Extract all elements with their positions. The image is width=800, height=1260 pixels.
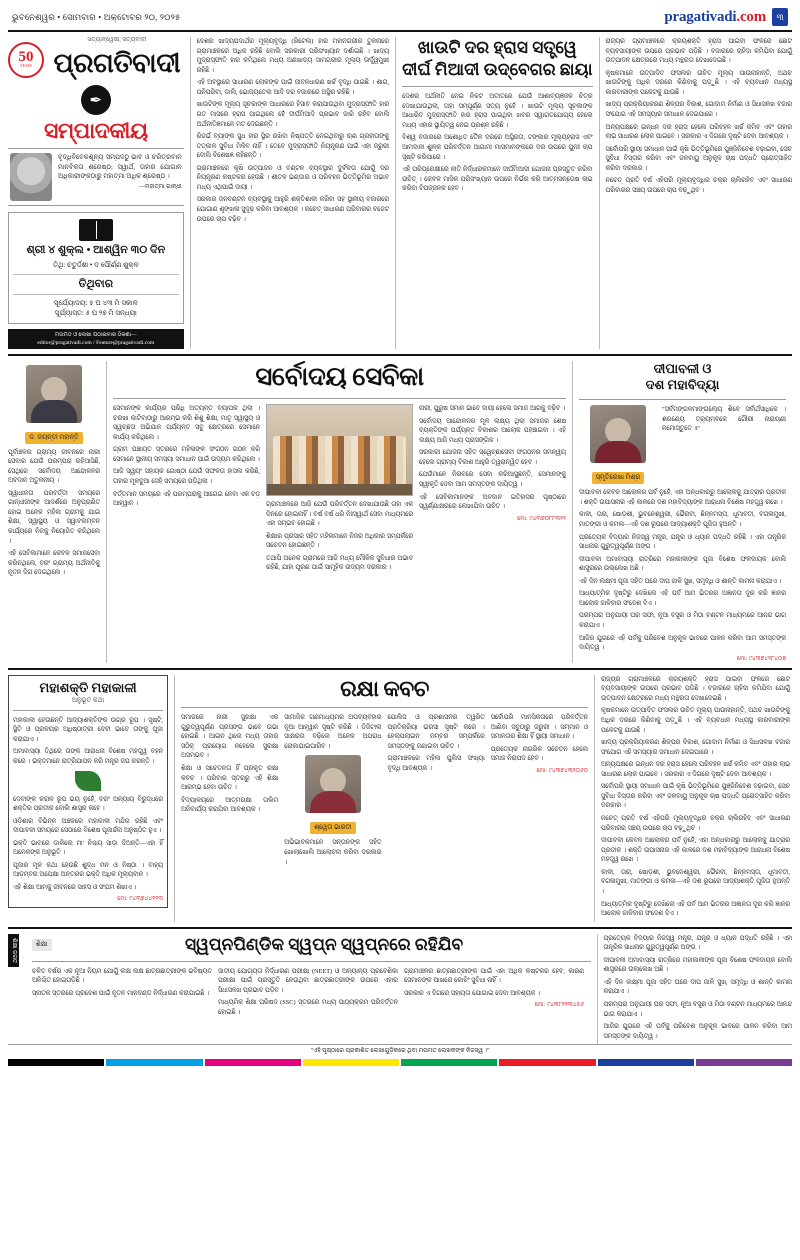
dipavali-article — [572, 361, 786, 663]
feature-col-3-wrap — [266, 404, 413, 576]
mail-bar-line-1: ମତାମତ ଓ ଲେଖା ପଠାଇବାର ଠିକଣା— — [55, 331, 137, 338]
calendar-box — [8, 212, 184, 324]
bottom-feature-contact: ମୋ: ୯୪୩୮୧୨୩୪୫୬ — [534, 1002, 584, 1009]
author-portrait-3 — [305, 755, 361, 813]
footer-disclaimer: "ଏହି ପୃଷ୍ଠାରେ ପ୍ରକାଶିତ ଲେଖାଗୁଡ଼ିକରେ ଥିବା ମତାମତ ଲେଖକଙ୍କ ନିଜସ୍ୱ ।" — [8, 1044, 792, 1057]
raksha-col-2-wrap — [284, 713, 381, 870]
anniversary-logo: 50 YEARS — [8, 42, 44, 78]
lead-editorial-left-text: ଦେଶର ଖାଦ୍ୟପଦାର୍ଥର ମୂଲ୍ୟବୃଦ୍ଧି (ରିଟେଲ) ହାର ମହାନଗରୀର ତୁଳନାରେ ଗ୍ରାମାଞ୍ଚଳରେ ଅଧିକ ରହିଛି ବୋଲି ସରକାରୀ ପରିସଂଖ୍ୟାନ ଦର୍ଶାଇଛି । ଖାଦ୍ୟ ମୁଦ୍ରାସ୍ଫୀତି ହାର କମିଥିଲେ ମଧ୍ୟ ଅଣଖାଦ୍ୟ ସାମଗ୍ରୀର ମୂଲ୍ୟ ଊର୍ଦ୍ଧ୍ୱମୁଖୀ ରହିଛି । ଏହି ଅବସ୍ଥାରେ ସାଧାରଣ ଲୋକଙ୍କ ପାଇଁ ଜୀବନଧାରଣ ଖର୍ଚ୍ଚ ବୃଦ୍ଧି ପାଇଛି । ଶାଗ, ପନିପରିବା, ଡାଲି, ଭୋଜ୍ୟତେଲ ଆଦି ଦର ବଜାରରେ ଅସ୍ଥିର ରହିଛି । ଖାଉଟିଙ୍କ ମୂଲ୍ୟ ସୂଚକାଙ୍କ ଆଧାରରେ ହିସାବ କରାଯାଉଥିବା ମୁଦ୍ରାସ୍ଫୀତି ହାର ଗତ ମାସରେ ହ୍ରାସ ପାଇଥିଲେ ହେଁ ଦୀର୍ଘମିଆଦି ପ୍ରଭାବ ଜାରି ରହିବ ବୋଲି ଅର୍ଥନୀତିଜ୍ଞମାନେ ମତ ଦେଇଛନ୍ତି । ରିଜର୍ଭ ବ୍ୟାଙ୍କ ସୁଧ ହାର ସ୍ଥିର ରଖିବା ନିଷ୍ପତ୍ତି ନେଇଥିବାରୁ ଋଣ ଗ୍ରହୀତାଙ୍କୁ ତତ୍କାଳ ସୁବିଧା ମିଳିବ ନାହିଁ । ତେବେ ମୁଦ୍ରାସ୍ଫୀତି ନିୟନ୍ତ୍ରଣ ପାଇଁ ଏହା ଜରୁରୀ ବୋଲି ବିଶେଷଜ୍ଞ କହିଛନ୍ତି । ଗ୍ରାମାଞ୍ଚଳରେ କୃଷି ଉତ୍ପାଦନ ଓ ବଣ୍ଟନ ବ୍ୟବସ୍ଥାର ଦୁର୍ବଳତା ଯୋଗୁଁ ଦର ନିୟନ୍ତ୍ରଣ କଷ୍ଟକର ହେଉଛି । ଶୀତଳ ଭଣ୍ଡାର ଓ ପରିବହନ ଭିତ୍ତିଭୂମିର ଅଭାବ ମଧ୍ୟ ଏଥିପାଇଁ ଦାୟୀ । ସରକାର ଜନବଣ୍ଟନ ବ୍ୟବସ୍ଥାକୁ ଆହୁରି ଶକ୍ତିଶାଳୀ କରିବା ସହ ସ୍ଥାନୀୟ ବଜାରରେ ଯୋଗାଣ ଶୃଙ୍ଖଳା ସୁଦୃଢ଼ କରିବା ଆବଶ୍ୟକ । ନଚେତ୍ ସାଧାରଣ ପରିବାରର ବଜେଟ ଉପରେ ଚାପ ବଢ଼ିବ । — [196, 38, 390, 223]
raksha-col-1: ସମାଜରେ ନାରୀ ସୁରକ୍ଷା ଏକ ଗୁରୁତ୍ୱପୂର୍ଣ୍ଣ ପ୍ରସଙ୍ଗ ଭାବେ ଉଭା ହୋଇଛି । ଆଇନ ଥିଲେ ମଧ୍ୟ ତାହାର ସଠିକ୍ ପ୍ରୟୋଗ ନହେଲେ ସୁରକ୍ଷା ଅସମ୍ଭବ । ଶିକ୍ଷା ଓ ସଚେତନତା ହିଁ ପ୍ରକୃତ ରକ୍ଷା କବଚ । ପରିବାର ସ୍ତରରୁ ଏହି ଶିକ୍ଷା ଆରମ୍ଭ ହେବା ଉଚିତ । ବିଦ୍ୟାଳୟରେ ଆତ୍ମରକ୍ଷା ତାଲିମ ଅନିବାର୍ଯ୍ୟ କରାଯିବା ଆବଶ୍ୟକ । — [181, 714, 279, 814]
page-number-badge: ୩ — [772, 8, 788, 26]
lower-right-column — [594, 675, 790, 922]
education-vertical-tag: ଶିକ୍ଷା ଜଗତ — [8, 934, 19, 967]
sarvodaya-group-photo — [266, 404, 413, 496]
feature-contact: ମୋ: ୯୪୩୭୦୮୮୩୨୨ — [517, 515, 566, 522]
bottom-feature — [8, 934, 792, 1045]
author-portrait-1 — [26, 365, 82, 423]
bottom-right-text: ପ୍ରତ୍ୟେକ ବିଦ୍ୟାର ନିଜସ୍ୱ ମନ୍ତ୍ର, ଯନ୍ତ୍ର ଓ ଧ୍ୟାନ ପଦ୍ଧତି ରହିଛି । ଏହା ତାନ୍ତ୍ରିକ ସାଧନାର ଗୁରୁତ୍ୱପୂର୍ଣ୍ଣ ଅଙ୍ଗ । ଦୀପାବଳୀ ଅମାବାସ୍ୟା ରାତ୍ରିରେ ମହାକାଳୀଙ୍କ ପୂଜା ବିଶେଷ ଫଳଦାୟକ ବୋଲି ଶାସ୍ତ୍ରରେ ଉଲ୍ଲେଖ ଅଛି । ଏହି ଦିନ ଲକ୍ଷ୍ମୀ ପୂଜା ସହିତ ଘରେ ଦୀପ ଜାଳି ସୁଖ, ସମୃଦ୍ଧି ଓ ଶାନ୍ତି କାମନା କରାଯାଏ । ପରମ୍ପରା ଅନୁଯାୟୀ ଘର ସଫା, ନୂଆ ବସ୍ତ୍ର ଓ ମିଠା ବଣ୍ଟନ ମାଧ୍ୟମରେ ଆନନ୍ଦ ଭାଗ କରାଯାଏ । ଆଜିର ଯୁଗରେ ଏହି ପର୍ବକୁ ପରିବେଶ ଅନୁକୂଳ ଭାବରେ ପାଳନ କରିବା ଆମ ସମସ୍ତଙ୍କ ଦାୟିତ୍ୱ । — [603, 934, 792, 1040]
color-registration-bar — [8, 1057, 792, 1066]
website-url[interactable]: pragativadi.com — [664, 8, 766, 25]
issue-date: ଭୁବନେଶ୍ୱର • ସୋମବାର • ଅକ୍ଟୋବର ୨୦, ୨୦୨୫ — [12, 11, 181, 22]
lead-headline: ଖାଉଟି ଦର ହ୍ରାସ ସତ୍ତ୍ୱେ ଦୀର୍ଘ ମିଆଦୀ ଉଦ୍‌ବେଗର ଛାୟା — [402, 38, 593, 80]
top-bar-left — [12, 12, 181, 23]
feature-col-4: ନାରୀ, ପୁରୁଷ ସମାନ ଭାବେ ଦାୟୀ ହେଲେ ସମାଜ ଆଗକୁ ବଢ଼ିବ । ସର୍ବୋଦୟ ଆନ୍ଦୋଳନର ମୂଳ ଲକ୍ଷ୍ୟ ଥିଲା ସମାଜର ଶେଷ ବ୍ୟକ୍ତିଙ୍କ ପର୍ଯ୍ୟନ୍ତ ବିକାଶର ଆଲୋକ ପହଞ୍ଚାଇବା । ଏହି ଲକ୍ଷ୍ୟ ଆଜି ମଧ୍ୟ ପ୍ରାସଙ୍ଗିକ । ସରକାରୀ ଯୋଜନା ସହିତ ସ୍ୱେଚ୍ଛାସେବୀ ସଂଗଠନର ସମନ୍ୱୟ ହେଲେ ଗ୍ରାମ୍ୟ ବିକାଶ ଆହୁରି ତ୍ୱରାନ୍ୱିତ ହେବ । ଯେଉଁମାନେ ନିରବରେ ସେବା କରିଆସୁଛନ୍ତି, ସେମାନଙ୍କୁ ସ୍ୱୀକୃତି ଦେବା ଆମ ସମସ୍ତଙ୍କ ଦାୟିତ୍ୱ । ଏହି ସେବିକାମାନଙ୍କ ଅବଦାନ ଇତିହାସର ପୃଷ୍ଠାରେ ସ୍ୱର୍ଣ୍ଣାକ୍ଷରରେ ଲେଖାଯିବା ଉଚିତ । ମୋ: ୯୪୩୭୦୮୮୩୨୨ — [419, 404, 566, 576]
quote-attribution: —ମହାତ୍ମା ଗାନ୍ଧୀ — [139, 183, 182, 190]
right-editorial-text: ରାଜ୍ୟର ଗ୍ରାମାଞ୍ଚଳରେ କ୍ରୟଶକ୍ତି ହ୍ରାସ ପାଇବା ଫଳରେ ଛୋଟ ବ୍ୟବସାୟୀଙ୍କ ଉପରେ ପ୍ରଭାବ ପଡ଼ିଛି । ବଜାରରେ ଚାହିଦା କମିଯିବା ଯୋଗୁଁ ଉତ୍ପାଦନ କ୍ଷେତ୍ରରେ ମଧ୍ୟ ମନ୍ଥରତା ଦେଖାଦେଇଛି । କୃଷକମାନେ ଉତ୍ପାଦିତ ଫସଲର ଉଚିତ ମୂଲ୍ୟ ପାଉନାହାନ୍ତି, ଅଥଚ ଖାଉଟିଙ୍କୁ ଅଧିକ ଦରରେ କିଣିବାକୁ ପଡ଼ୁଛି । ଏହି ବ୍ୟବଧାନ ମଧ୍ୟସ୍ଥ କାରବାରୀଙ୍କ ପକେଟକୁ ଯାଉଛି । ଖାଦ୍ୟ ପ୍ରକ୍ରିୟାକରଣ ଶିଳ୍ପର ବିକାଶ, ଗୋଦାମ ନିର୍ମାଣ ଓ ସିଧାସଳଖ ବଜାର ସଂଯୋଗ ଏହି ସମସ୍ୟାର ସମାଧାନ ଦେଇପାରେ । ଅନ୍ୟପକ୍ଷରେ ଇନ୍ଧନ ଦର ହ୍ରାସ ହେଲେ ପରିବହନ ଖର୍ଚ୍ଚ କମିବ ଏବଂ ତାହାର ଲାଭ ସାଧାରଣ ଲୋକ ପାଇବେ । ସରକାର ଏ ଦିଗରେ ଦୃଷ୍ଟି ଦେବା ଆବଶ୍ୟକ । ସର୍ବୋପରି ସ୍ଥାୟୀ ସମାଧାନ ପାଇଁ କୃଷି ଭିତ୍ତିଭୂମିରେ ପୁଞ୍ଜିନିବେଶ ବଢ଼ାଇବା, ସେଚ ସୁବିଧା ବିସ୍ତାର କରିବା ଏବଂ ଜଳବାୟୁ ଅନୁକୂଳ ଚାଷ ପଦ୍ଧତି ପ୍ରୋତ୍ସାହିତ କରିବା ଦରକାର । ନଚେତ୍ ପ୍ରତି ବର୍ଷ ଏହିପରି ମୂଲ୍ୟବୃଦ୍ଧିର ଚକ୍ର ଚାଲିରହିବ ଏବଂ ସାଧାରଣ ପରିବାରର ସଞ୍ଚୟ ଉପରେ ଚାପ ବଢ଼ୁଥିବ । — [605, 38, 792, 194]
raksha-kabacha-article — [174, 675, 588, 922]
bottom-feature-title: ସ୍ୱପ୍ନପିଣ୍ଡିକ ସ୍ୱପ୍ନ ସ୍ୱପ୍ନରେ ରହିଯିବ — [184, 934, 464, 954]
quote-block — [8, 148, 184, 206]
submission-mail-bar — [8, 329, 184, 349]
calendar-sunrise: ସୂର୍ଯ୍ୟୋଦୟ: ୫ ଘ ୪୩ ମି ସକାଳ — [53, 298, 138, 307]
bottom-col-1: ଚଳିତ ବର୍ଷର ଏକ ନୂଆ ନିୟମ ଯୋଗୁଁ ଲକ୍ଷ ଲକ୍ଷ ଛାତ୍ରଛାତ୍ରୀଙ୍କ ଭବିଷ୍ୟତ ଅନିଶ୍ଚିତ ହୋଇପଡ଼ିଛି । ସ୍ନାତକ ସ୍ତରରେ ପ୍ରବେଶ ପାଇଁ ନୂତନ ମାନଦଣ୍ଡ ନିର୍ଦ୍ଧାରଣ କରାଯାଇଛି । — [31, 967, 212, 997]
top-bar — [8, 6, 792, 32]
mail-bar-line-2[interactable]: editor@pragativadi.com / Feature@pragativadi.com — [37, 339, 155, 346]
feature-band — [8, 361, 792, 663]
education-tag: ଶିକ୍ଷା — [32, 939, 52, 951]
raksha-col-3: ପୋଲିସ ଓ ପ୍ରଶାସନର ତ୍ୱରିତ ପ୍ରତିକ୍ରିୟା ଭରସା ସୃଷ୍ଟି କରେ । ହେଲ୍ପଲାଇନ ନମ୍ବର ସମ୍ପର୍କରେ ସମସ୍ତଙ୍କୁ ଜଣାଇବା ଉଚିତ । ଗ୍ରାମାଞ୍ଚଳରେ ମହିଳା ପୁଲିସ ସଂଖ୍ୟା ବୃଦ୍ଧି ଆବଶ୍ୟକ । — [387, 714, 485, 773]
mahakali-body: ମହାକାଳୀ ହେଉଛନ୍ତି ଆଦ୍ୟାଶକ୍ତିଙ୍କ ଉଗ୍ର ରୂପ । ସୃଷ୍ଟି, ସ୍ଥିତି ଓ ପ୍ରଳୟର ଅଧିଷ୍ଠାତ୍ରୀ ଦେବୀ ଭାବେ ତାଙ୍କୁ ପୂଜା କରାଯାଏ । ଅମାବାସ୍ୟା ତିଥିରେ ତାଙ୍କ ଆରାଧନା ବିଶେଷ ମହତ୍ତ୍ୱ ବହନ କରେ । ଭକ୍ତମାନେ ରାତ୍ରିଯାପନ କରି ମନ୍ତ୍ର ଜପ କରନ୍ତି । ଦେବୀଙ୍କ କରାଳ ରୂପ ଭୟ ନୁହେଁ, ବରଂ ଅନ୍ୟାୟ ବିରୁଦ୍ଧରେ ଶକ୍ତିର ପ୍ରତୀକ ବୋଲି ଶାସ୍ତ୍ର କହେ । ଓଡ଼ିଶାର ବିଭିନ୍ନ ଅଞ୍ଚଳରେ ମହାକାଳୀ ମନ୍ଦିର ରହିଛି ଏବଂ ଦୀପାବଳୀ ସମୟରେ ସେଠାରେ ବିଶେଷ ପୂଜାର୍ଚ୍ଚନା ଅନୁଷ୍ଠିତ ହୁଏ । ଭକ୍ତି ଭାବରେ ଡାକିଲେ ମା' ନିଶ୍ଚୟ ସାଡ଼ା ଦିଅନ୍ତି—ଏହା ହିଁ ଅନେକଙ୍କ ଅନୁଭୂତି । ପୂଜାର ମୂଳ କଥା ହେଉଛି ଶୁଦ୍ଧ ମନ ଓ ନିଷ୍ଠା । ବାହ୍ୟ ଆଡ଼ମ୍ବର ଅପେକ୍ଷା ଅନ୍ତରର ଭକ୍ତି ଅଧିକ ମୂଲ୍ୟବାନ । ଏହି ଶିକ୍ଷା ଆମକୁ ଜୀବନରେ ସାହସ ଓ ସଂଯମ ଶିଖାଏ । — [13, 716, 163, 892]
mahakali-article — [8, 675, 168, 922]
raksha-col-2b: ଅଭିଭାବକମାନେ ସନ୍ତାନଙ୍କ ସହିତ ଖୋଲାଖୋଲି ଆଲୋଚନା କରିବା ଦରକାର । — [284, 839, 382, 866]
gandhi-portrait — [10, 153, 52, 201]
lower-right-text: ରାଜ୍ୟର ଗ୍ରାମାଞ୍ଚଳରେ କ୍ରୟଶକ୍ତି ହ୍ରାସ ପାଇବା ଫଳରେ ଛୋଟ ବ୍ୟବସାୟୀଙ୍କ ଉପରେ ପ୍ରଭାବ ପଡ଼ିଛି । ବଜାରରେ ଚାହିଦା କମିଯିବା ଯୋଗୁଁ ଉତ୍ପାଦନ କ୍ଷେତ୍ରରେ ମଧ୍ୟ ମନ୍ଥରତା ଦେଖାଦେଇଛି । କୃଷକମାନେ ଉତ୍ପାଦିତ ଫସଲର ଉଚିତ ମୂଲ୍ୟ ପାଉନାହାନ୍ତି, ଅଥଚ ଖାଉଟିଙ୍କୁ ଅଧିକ ଦରରେ କିଣିବାକୁ ପଡ଼ୁଛି । ଏହି ବ୍ୟବଧାନ ମଧ୍ୟସ୍ଥ କାରବାରୀଙ୍କ ପକେଟକୁ ଯାଉଛି । ଖାଦ୍ୟ ପ୍ରକ୍ରିୟାକରଣ ଶିଳ୍ପର ବିକାଶ, ଗୋଦାମ ନିର୍ମାଣ ଓ ସିଧାସଳଖ ବଜାର ସଂଯୋଗ ଏହି ସମସ୍ୟାର ସମାଧାନ ଦେଇପାରେ । ଅନ୍ୟପକ୍ଷରେ ଇନ୍ଧନ ଦର ହ୍ରାସ ହେଲେ ପରିବହନ ଖର୍ଚ୍ଚ କମିବ ଏବଂ ତାହାର ଲାଭ ସାଧାରଣ ଲୋକ ପାଇବେ । ସରକାର ଏ ଦିଗରେ ଦୃଷ୍ଟି ଦେବା ଆବଶ୍ୟକ । ସର୍ବୋପରି ସ୍ଥାୟୀ ସମାଧାନ ପାଇଁ କୃଷି ଭିତ୍ତିଭୂମିରେ ପୁଞ୍ଜିନିବେଶ ବଢ଼ାଇବା, ସେଚ ସୁବିଧା ବିସ୍ତାର କରିବା ଏବଂ ଜଳବାୟୁ ଅନୁକୂଳ ଚାଷ ପଦ୍ଧତି ପ୍ରୋତ୍ସାହିତ କରିବା ଦରକାର । ନଚେତ୍ ପ୍ରତି ବର୍ଷ ଏହିପରି ମୂଲ୍ୟବୃଦ୍ଧିର ଚକ୍ର ଚାଲିରହିବ ଏବଂ ସାଧାରଣ ପରିବାରର ସଞ୍ଚୟ ଉପରେ ଚାପ ବଢ଼ୁଥିବ । ଦୀପାବଳୀ କେବଳ ଆଲୋକର ପର୍ବ ନୁହେଁ, ଏହା ଅନ୍ଧକାରରୁ ଆଲୋକକୁ ଯାତ୍ରାର ପ୍ରତୀକ । ଶକ୍ତି ଉପାସନାର ଏହି କାଳରେ ଦଶ ମହାବିଦ୍ୟାଙ୍କ ଆରାଧନା ବିଶେଷ ମହତ୍ତ୍ୱ ରଖେ । କାଳୀ, ତାରା, ଷୋଡ଼ଶୀ, ଭୁବନେଶ୍ୱରୀ, ଭୈରବୀ, ଛିନ୍ନମସ୍ତା, ଧୂମାବତୀ, ବଗଳାମୁଖୀ, ମାତଙ୍ଗୀ ଓ କମଳା—ଏହି ଦଶ ରୂପରେ ଆଦ୍ୟାଶକ୍ତି ପୂଜିତା ହୁଅନ୍ତି । ଆଧ୍ୟାତ୍ମିକ ଦୃଷ୍ଟିରୁ ଦେଖିଲେ ଏହି ପର୍ବ ଆମ ଭିତରର ଅଜ୍ଞାନତା ଦୂର କରି ଜ୍ଞାନର ଆଲୋକ ଜାଳିବାର ସଂଦେଶ ଦିଏ । — [601, 675, 790, 918]
raksha-author-name: ଶ୍ୱେତା ଭାରତୀ — [310, 822, 355, 834]
page-columns — [8, 37, 792, 349]
feature-col-3: ଗ୍ରାମାଞ୍ଚଳରେ ଆଜି ଯେଉଁ ପରିବର୍ତ୍ତନ ଦେଖାଯାଉଛି ତାହା ଏକ ଦିନରେ ହୋଇନାହିଁ । ବର୍ଷ ବର୍ଷ ଧରି ନିଃସ୍ୱାର୍ଥ ସେବା ମାଧ୍ୟମରେ ଏହା ସମ୍ଭବ ହୋଇଛି । ଶିକ୍ଷାର ପ୍ରସାର ସହିତ ମହିଳାମାନେ ନିଜର ଅଧିକାର ସମ୍ପର୍କରେ ସଚେତନ ହୋଇଛନ୍ତି । ତଥାପି ଅନେକ ଗ୍ରାମରେ ଆଜି ମଧ୍ୟ ମୌଳିକ ସୁବିଧାର ଅଭାବ ରହିଛି, ଯାହା ପୂରଣ ପାଇଁ ସାମୂହିକ ଉଦ୍ୟମ ଦରକାର । — [266, 501, 413, 572]
raksha-contact: ମୋ: ୯୪୩୭୪୩୨୦୬୦ — [536, 768, 588, 775]
pen-nib-icon: ✒ — [81, 85, 111, 115]
feature-author-name: ଡ. ଜୟନ୍ତୀ ମହାନ୍ତି — [25, 432, 82, 444]
bottom-feature-main — [32, 934, 591, 1045]
dipavali-author-name: ସ୍ମୃତିରେଖା ମିଶ୍ର — [592, 472, 645, 484]
mahakali-subtitle: ଅନୁଭୂତ କଥା — [71, 696, 105, 704]
column-masthead — [8, 37, 184, 349]
column-lead-left — [190, 37, 389, 349]
calendar-sunset: ସୂର୍ଯ୍ୟାସ୍ତ: ୫ ଘ ୨୭ ମି ସନ୍ଧ୍ୟା — [54, 309, 137, 317]
feature-title: ସର୍ବୋଦୟ ସେବିକା — [255, 361, 424, 391]
feature-col-2: ସେମାନଙ୍କ କାର୍ଯ୍ୟର ପରିଧି ଅତ୍ୟନ୍ତ ବ୍ୟାପକ ଥିଲା । ଚରଖା କାଟିବାଠାରୁ ଆରମ୍ଭ କରି ଶିଶୁ ଶିକ୍ଷା, ମାତୃ ସ୍ୱାସ୍ଥ୍ୟ ଓ ସ୍ୱଚ୍ଛତା ଅଭିଯାନ ପର୍ଯ୍ୟନ୍ତ ସବୁ କ୍ଷେତ୍ରରେ ସେମାନେ କାର୍ଯ୍ୟ କରିଥିଲେ । ଗ୍ରାମ ପଞ୍ଚାୟତ ସ୍ତରରେ ମହିଳାଙ୍କ ସଂଗଠନ ଗଠନ କରି ସେମାନେ ସ୍ଥାନୀୟ ସମସ୍ୟା ସମାଧାନ ପାଇଁ ଉଦ୍ୟମ କରିଥିଲେ । ଆଜି ସ୍ୱୟଂ ସହାୟକ ଗୋଷ୍ଠୀ ଯେଉଁ ସଫଳତା ହାସଲ କରିଛି, ତାହାର ମୂଳଦୁଆ ସେହି ସମୟରେ ପଡ଼ିଥିଲା । ବର୍ତ୍ତମାନ ସମୟରେ ଏହି ପରମ୍ପରାକୁ ଆଗେଇ ନେବା ଏକ ବଡ଼ ଆହ୍ୱାନ । — [113, 405, 260, 508]
bottom-col-3: ଗ୍ରାମାଞ୍ଚଳର ଛାତ୍ରଛାତ୍ରୀଙ୍କ ପାଇଁ ଏହା ଅଧିକ କଷ୍ଟକର ହେବ, କାରଣ ସେମାନଙ୍କ ପାଖରେ କୋଚିଂ ସୁବିଧା ନାହିଁ । ସରକାର ଏ ଦିଗରେ ସହାୟତା ଯୋଗାଇ ଦେବା ଆବଶ୍ୟକ । ମୋ: ୯୪୩୮୧୨୩୪୫୬ — [404, 967, 584, 1021]
feature-author-block — [8, 361, 100, 663]
leaf-icon — [75, 771, 101, 791]
dipavali-epigraph: "ସର୍ବମଙ୍ଗଳମାଙ୍ଗଲ୍ୟେ ଶିବେ ସର୍ବାର୍ଥସାଧିକେ । ଶରଣ୍ୟେ ତ୍ର୍ୟମ୍ବକେ ଗୌରୀ ନାରାୟଣୀ ନମୋସ୍ତୁତେ ॥" — [662, 406, 786, 433]
calendar-day-label: ତିଥିବାର — [78, 277, 114, 290]
book-icon — [79, 219, 113, 241]
dipavali-title-2: ଦଶ ମହାବିଦ୍ୟା — [645, 377, 720, 393]
raksha-col-2: ସାମାଜିକ ଗଣମାଧ୍ୟମର ଅପବ୍ୟବହାର ନୂଆ ଆହ୍ୱାନ ସୃଷ୍ଟି କରିଛି । ଡିଜିଟାଲ ସାକ୍ଷରତା ବଢ଼ିଲେ ଅନେକ ଅପରାଧ ରୋକାଯାଇପାରିବ । — [284, 714, 382, 750]
paper-name: ପ୍ରଗତିବାଦୀ — [53, 48, 181, 78]
raksha-col-4: ସର୍ବୋପରି ମାନସିକତାରେ ପରିବର୍ତ୍ତନ ଆଣିବା ସବୁଠାରୁ ଜରୁରୀ । ସମ୍ମାନ ଓ ସମାନତାର ଶିକ୍ଷା ହିଁ ସ୍ଥାୟୀ ସମାଧାନ । ପ୍ରତ୍ୟେକ ନାଗରିକ ସଚେତନ ହେଲେ ସମାଜ ନିରାପଦ ହେବ । ମୋ: ୯୪୩୭୪୩୨୦୬୦ — [491, 713, 588, 870]
dipavali-contact: ମୋ: ୯୪୩୭୪୨୮୪୦୭ — [736, 655, 786, 662]
quote-text: ବୃଦ୍ଧିବିବେକଶୂନ୍ୟ ସମ୍ପଦଠୁ ଭାବ ଓ ଚରିତ୍ରବାନ ମାନବିକତା ଶ୍ରେଷ୍ଠ; ସ୍ୱାର୍ଥ, ତାହାର ଯୋଗାନ ଅଧିକାରୀଙ୍କଠାରୁ ମହାତ୍ମା ଅଧିକ ଶ୍ରେଷ୍ଠ । — [58, 154, 182, 181]
raksha-title: ରକ୍ଷା କବଚ — [340, 675, 429, 701]
lead-editorial-right-text: ଦେଶର ଅର୍ଥନୀତି ନେଇ ନିକଟ ଅତୀତରେ ଯେଉଁ ଆଶାବ୍ୟଞ୍ଜକ ଚିତ୍ର ଦେଖାଯାଉଥିଲା, ତାହା ସମ୍ପୂର୍ଣ୍ଣ ସତ୍ୟ ନୁହେଁ । ଖାଉଟି ମୂଲ୍ୟ ସୂଚକାଙ୍କ ଆଧାରିତ ମୁଦ୍ରାସ୍ଫୀତି ହାର ହ୍ରାସ ପାଇଥିବା ଖବର ସ୍ୱାଗତଯୋଗ୍ୟ ହେଲେ ମଧ୍ୟ ଏହାର ସ୍ଥାୟିତ୍ୱ ନେଇ ପ୍ରଶ୍ନ ରହିଛି । ବିଶ୍ୱ ବଜାରରେ ଅଶୋଧିତ ତୈଳ ଦରରେ ଅସ୍ଥିରତା, ଟଙ୍କାର ମୂଲ୍ୟହ୍ରାସ ଏବଂ ଆମଦାନୀ ଶୁଳ୍କ ପରିବର୍ତ୍ତନ ଆଗାମୀ ମାସମାନଙ୍କରେ ଦର ଉପରେ ପୁନଃ ଚାପ ସୃଷ୍ଟି କରିପାରେ । ଏହି ପରିପ୍ରେକ୍ଷୀରେ ନୀତି ନିର୍ଦ୍ଧାରକମାନେ ଦୀର୍ଘମିଆଦୀ ଯୋଜନା ପ୍ରସ୍ତୁତ କରିବା ଉଚିତ୍ । କେବଳ ମାସିକ ପରିସଂଖ୍ୟାନ ଉପରେ ନିର୍ଭର କରି ଆତ୍ମସନ୍ତୋଷ ଲାଭ କରିବା ବିପଜ୍ଜନକ ହେବ । — [402, 93, 593, 193]
mahakali-title: ମହାଶକ୍ତି ମହାକାଳୀ — [39, 679, 137, 695]
top-bar-right — [664, 8, 788, 26]
education-vertical-tag-wrap — [8, 934, 26, 1045]
section-title: ସମ୍ପାଦକୀୟ — [44, 118, 148, 143]
calendar-heading: ଶ୍ରୀ ୪ ଶୁକ୍ଲ • ଆଶ୍ୱିନ ୩୦ ଦିନ — [26, 244, 166, 256]
author-portrait-2 — [590, 405, 646, 463]
dipavali-body: ଦୀପାବଳୀ କେବଳ ଆଲୋକର ପର୍ବ ନୁହେଁ, ଏହା ଅନ୍ଧକାରରୁ ଆଲୋକକୁ ଯାତ୍ରାର ପ୍ରତୀକ । ଶକ୍ତି ଉପାସନାର ଏହି କାଳରେ ଦଶ ମହାବିଦ୍ୟାଙ୍କ ଆରାଧନା ବିଶେଷ ମହତ୍ତ୍ୱ ରଖେ । କାଳୀ, ତାରା, ଷୋଡ଼ଶୀ, ଭୁବନେଶ୍ୱରୀ, ଭୈରବୀ, ଛିନ୍ନମସ୍ତା, ଧୂମାବତୀ, ବଗଳାମୁଖୀ, ମାତଙ୍ଗୀ ଓ କମଳା—ଏହି ଦଶ ରୂପରେ ଆଦ୍ୟାଶକ୍ତି ପୂଜିତା ହୁଅନ୍ତି । ପ୍ରତ୍ୟେକ ବିଦ୍ୟାର ନିଜସ୍ୱ ମନ୍ତ୍ର, ଯନ୍ତ୍ର ଓ ଧ୍ୟାନ ପଦ୍ଧତି ରହିଛି । ଏହା ତାନ୍ତ୍ରିକ ସାଧନାର ଗୁରୁତ୍ୱପୂର୍ଣ୍ଣ ଅଙ୍ଗ । ଦୀପାବଳୀ ଅମାବାସ୍ୟା ରାତ୍ରିରେ ମହାକାଳୀଙ୍କ ପୂଜା ବିଶେଷ ଫଳଦାୟକ ବୋଲି ଶାସ୍ତ୍ରରେ ଉଲ୍ଲେଖ ଅଛି । ଏହି ଦିନ ଲକ୍ଷ୍ମୀ ପୂଜା ସହିତ ଘରେ ଦୀପ ଜାଳି ସୁଖ, ସମୃଦ୍ଧି ଓ ଶାନ୍ତି କାମନା କରାଯାଏ । ଆଧ୍ୟାତ୍ମିକ ଦୃଷ୍ଟିରୁ ଦେଖିଲେ ଏହି ପର୍ବ ଆମ ଭିତରର ଅଜ୍ଞାନତା ଦୂର କରି ଜ୍ଞାନର ଆଲୋକ ଜାଳିବାର ସଂଦେଶ ଦିଏ । ପରମ୍ପରା ଅନୁଯାୟୀ ଘର ସଫା, ନୂଆ ବସ୍ତ୍ର ଓ ମିଠା ବଣ୍ଟନ ମାଧ୍ୟମରେ ଆନନ୍ଦ ଭାଗ କରାଯାଏ । ଆଜିର ଯୁଗରେ ଏହି ପର୍ବକୁ ପରିବେଶ ଅନୁକୂଳ ଭାବରେ ପାଳନ କରିବା ଆମ ସମସ୍ତଙ୍କ ଦାୟିତ୍ୱ । — [579, 489, 786, 652]
masthead-block — [8, 37, 184, 144]
column-lead-right — [599, 37, 793, 349]
calendar-tithi: ତିଥି: ଚତୁର୍ଦ୍ଦଶୀ • ଦ ପୌର୍ଣ୍ଣ ଶୁକ୍ଳ — [53, 261, 139, 269]
dipavali-title-1: ଦୀପାବଳୀ ଓ — [653, 360, 712, 376]
column-lead-center — [395, 37, 592, 349]
bottom-col-2: ଜାତୀୟ ଯୋଗ୍ୟତା ନିର୍ଦ୍ଧାରଣ ପରୀକ୍ଷା (NEET) ଓ ଅନ୍ୟାନ୍ୟ ପ୍ରବେଶିକା ପରୀକ୍ଷା ପାଇଁ ପ୍ରସ୍ତୁତି ନେଉଥିବା ଛାତ୍ରଛାତ୍ରୀଙ୍କ ଉପରେ ଏହାର ସିଧାସଳଖ ପ୍ରଭାବ ପଡ଼ିବ । ମାଧ୍ୟମିକ ଶିକ୍ଷା ପରିଷଦ (SSC) ସ୍ତରରେ ମଧ୍ୟ ପାଠ୍ୟକ୍ରମ ପରିବର୍ତ୍ତନ ହୋଇଛି । — [217, 967, 398, 1016]
feature-col-1: ପୂର୍ବାଞ୍ଚଳର ଗ୍ରାମ୍ୟ ଜୀବନରେ ନାରୀ ସେବାର ଯେଉଁ ପରମ୍ପରା ରହିଆସିଛି, ସେଥିରେ ସର୍ବୋଦୟ ଆନ୍ଦୋଳନର ଅବଦାନ ଅତୁଳନୀୟ । ସ୍ୱାଧୀନତା ପରବର୍ତ୍ତୀ ସମୟରେ ଗାନ୍ଧୀଜୀଙ୍କ ଆଦର୍ଶରେ ଅନୁପ୍ରାଣିତ ହୋଇ ଅନେକ ମହିଳା ଗ୍ରାମକୁ ଯାଇ ଶିକ୍ଷା, ସ୍ୱାସ୍ଥ୍ୟ ଓ ସ୍ୱାବଲମ୍ବନ କାର୍ଯ୍ୟରେ ନିଜକୁ ନିୟୋଜିତ କରିଥିଲେ । ଏହି ସେବିକାମାନେ କେବଳ ସମାଜସେବା କରିନଥିଲେ, ବରଂ ଗ୍ରାମ୍ୟ ଅର୍ଥନୀତିକୁ ନୂତନ ଦିଗ ଦେଇଥିଲେ । — [8, 448, 100, 577]
paper-tagline: ସତ୍ୟାନ୍ୱେଷୀ, ସତ୍ୟବାଦୀ — [87, 37, 147, 43]
bottom-right-column — [597, 934, 793, 1045]
lower-band — [8, 675, 792, 922]
feature-main — [106, 361, 566, 663]
mahakali-contact: ମୋ: ୯୪୩୭୪୪୧୨୩ — [117, 895, 163, 902]
